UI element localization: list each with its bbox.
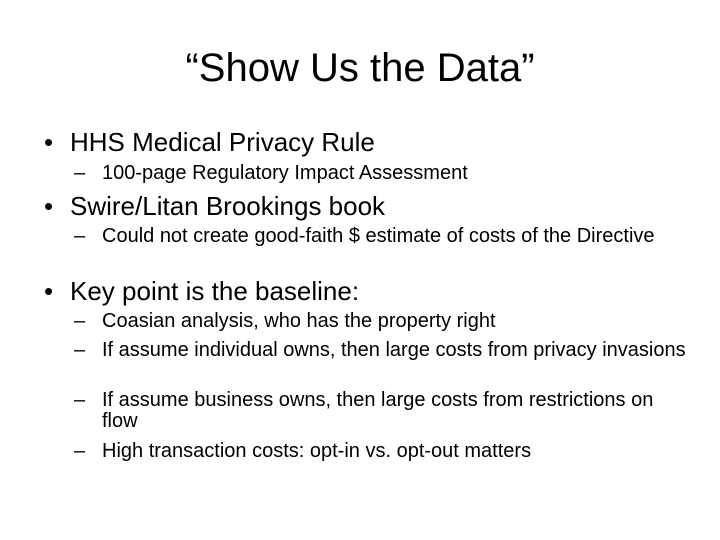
bullet-marker: • <box>44 127 54 157</box>
sub-bullet-marker: – <box>74 389 86 411</box>
sub-bullet-marker: – <box>74 310 86 332</box>
sub-bullet-marker: – <box>74 225 86 247</box>
sub-bullet-text: If assume individual owns, then large costs from privacy invasions <box>102 339 686 361</box>
bullet-marker: • <box>44 276 54 306</box>
sub-bullet-item <box>74 441 694 462</box>
sub-bullet-marker: – <box>74 162 86 184</box>
sub-bullet-text: High transaction costs: opt-in vs. opt-out matters <box>102 440 532 462</box>
sub-bullet-text: Coasian analysis, who has the property right <box>102 310 496 332</box>
sub-bullet-text: If assume business owns, then large costs from restrictions on flow <box>102 389 654 432</box>
bullet-marker: • <box>44 191 54 221</box>
sub-bullet-marker: – <box>74 339 86 361</box>
bullet-text: HHS Medical Privacy Rule <box>70 127 375 157</box>
sub-bullet-item <box>74 311 694 332</box>
sub-bullet-item <box>74 390 694 432</box>
sub-bullet-item <box>74 340 694 361</box>
bullet-text: Key point is the baseline: <box>70 276 360 306</box>
sub-bullet-text: 100-page Regulatory Impact Assessment <box>102 162 468 184</box>
bullet-text: Swire/Litan Brookings book <box>70 191 386 221</box>
sub-bullet-text: Could not create good-faith $ estimate of costs of the Directive <box>102 225 655 247</box>
sub-bullet-marker: – <box>74 440 86 462</box>
sub-bullet-item <box>74 226 694 247</box>
sub-bullet-item <box>74 163 694 184</box>
slide-title: “Show Us the Data” <box>185 46 535 90</box>
